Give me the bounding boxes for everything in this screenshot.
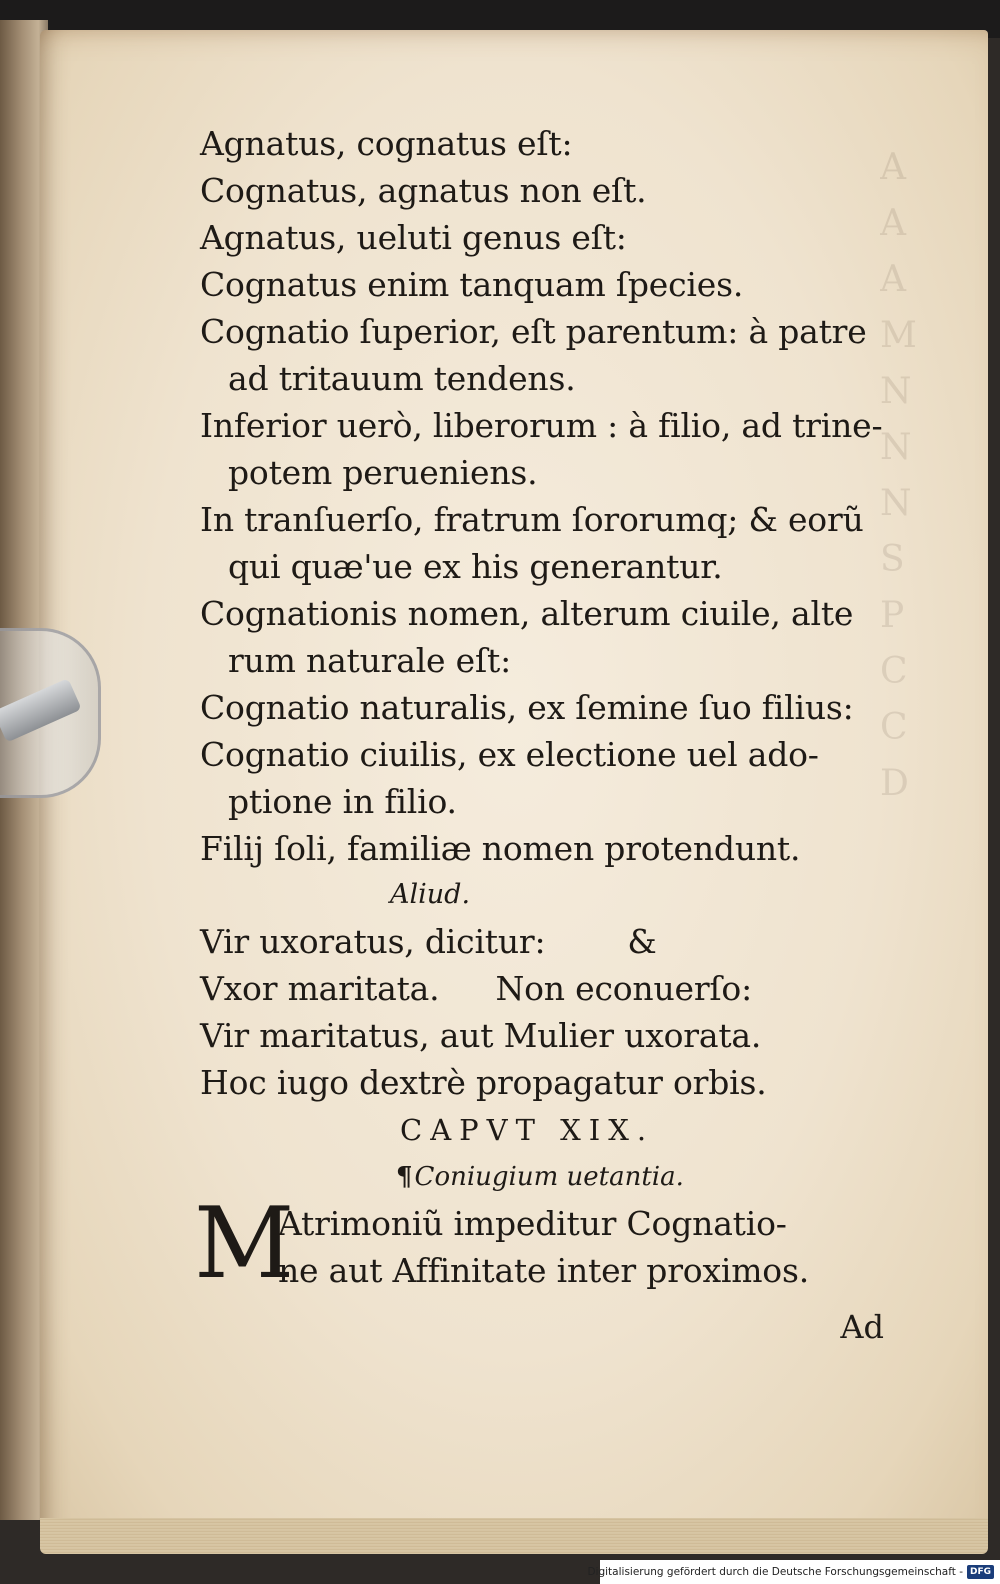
text-line: Cognatio ciuilis, ex electione uel ado- bbox=[200, 735, 819, 774]
section-heading-aliud: Aliud. bbox=[390, 879, 471, 910]
text-line: Cognatus enim tanquam ſpecies. bbox=[200, 265, 744, 304]
text-line bbox=[200, 965, 920, 1012]
text-line: Cognatus, agnatus non eſt. bbox=[200, 171, 647, 210]
text-line bbox=[200, 918, 920, 965]
text-line: rum naturale eſt: bbox=[228, 641, 511, 680]
drop-cap-initial: M bbox=[194, 1187, 295, 1301]
text-line: ad tritauum tendens. bbox=[228, 359, 576, 398]
chapter-subtitle bbox=[200, 1154, 920, 1200]
text-line: Vir maritatus, aut Mulier uxorata. bbox=[200, 1016, 762, 1055]
text-line: Agnatus, cognatus eſt: bbox=[200, 124, 573, 163]
text-line: Cognatio naturalis, ex ſemine ſuo filius: bbox=[200, 688, 854, 727]
text-line: potem perueniens. bbox=[228, 453, 538, 492]
dfg-logo-icon: DFG bbox=[967, 1565, 994, 1579]
vxor-maritata: Vxor maritata. bbox=[200, 969, 440, 1008]
page-text bbox=[194, 120, 920, 1350]
text-line: Inferior uerò, liberorum : à filio, ad trine- bbox=[200, 406, 883, 445]
non-econuerso: Non econuerſo: bbox=[495, 969, 753, 1008]
digitization-credit bbox=[587, 1560, 1000, 1584]
vir-uxoratus: Vir uxoratus, dicitur: bbox=[200, 922, 546, 961]
text-line: ptione in filio. bbox=[228, 782, 457, 821]
text-line: ne aut Affinitate inter proximos. bbox=[278, 1251, 809, 1290]
text-line: In tranſuerſo, fratrum ſororumq; & eorũ bbox=[200, 500, 864, 539]
text-line: qui quæ'ue ex his generantur. bbox=[228, 547, 723, 586]
page-stack-edge bbox=[40, 1518, 988, 1554]
credit-text: Digitalisierung gefördert durch die Deutsche Forschungsgemeinschaft - bbox=[587, 1566, 963, 1578]
text-line: Cognationis nomen, alterum ciuile, alte bbox=[200, 594, 854, 633]
text-line: Hoc iugo dextrè propagatur orbis. bbox=[200, 1063, 767, 1102]
initial-paragraph-lines bbox=[278, 1200, 809, 1294]
pilcrow-icon: ¶ bbox=[396, 1162, 413, 1192]
chapter-subtitle-text: Coniugium uetantia. bbox=[414, 1162, 684, 1192]
catchword: Ad bbox=[840, 1308, 884, 1346]
ampersand: & bbox=[627, 922, 657, 961]
chapter-heading: CAPVT XIX. bbox=[400, 1113, 655, 1147]
text-line: Atrimoniũ impeditur Cognatio- bbox=[278, 1204, 787, 1243]
text-line: Agnatus, ueluti genus eſt: bbox=[200, 218, 627, 257]
initial-paragraph bbox=[194, 1187, 920, 1302]
text-line: Cognatio ſuperior, eſt parentum: à patre bbox=[200, 312, 867, 351]
text-line: Filij ſoli, familiæ nomen protendunt. bbox=[200, 829, 801, 868]
show-through-text: A A A M N N N S P C C D bbox=[880, 147, 917, 804]
